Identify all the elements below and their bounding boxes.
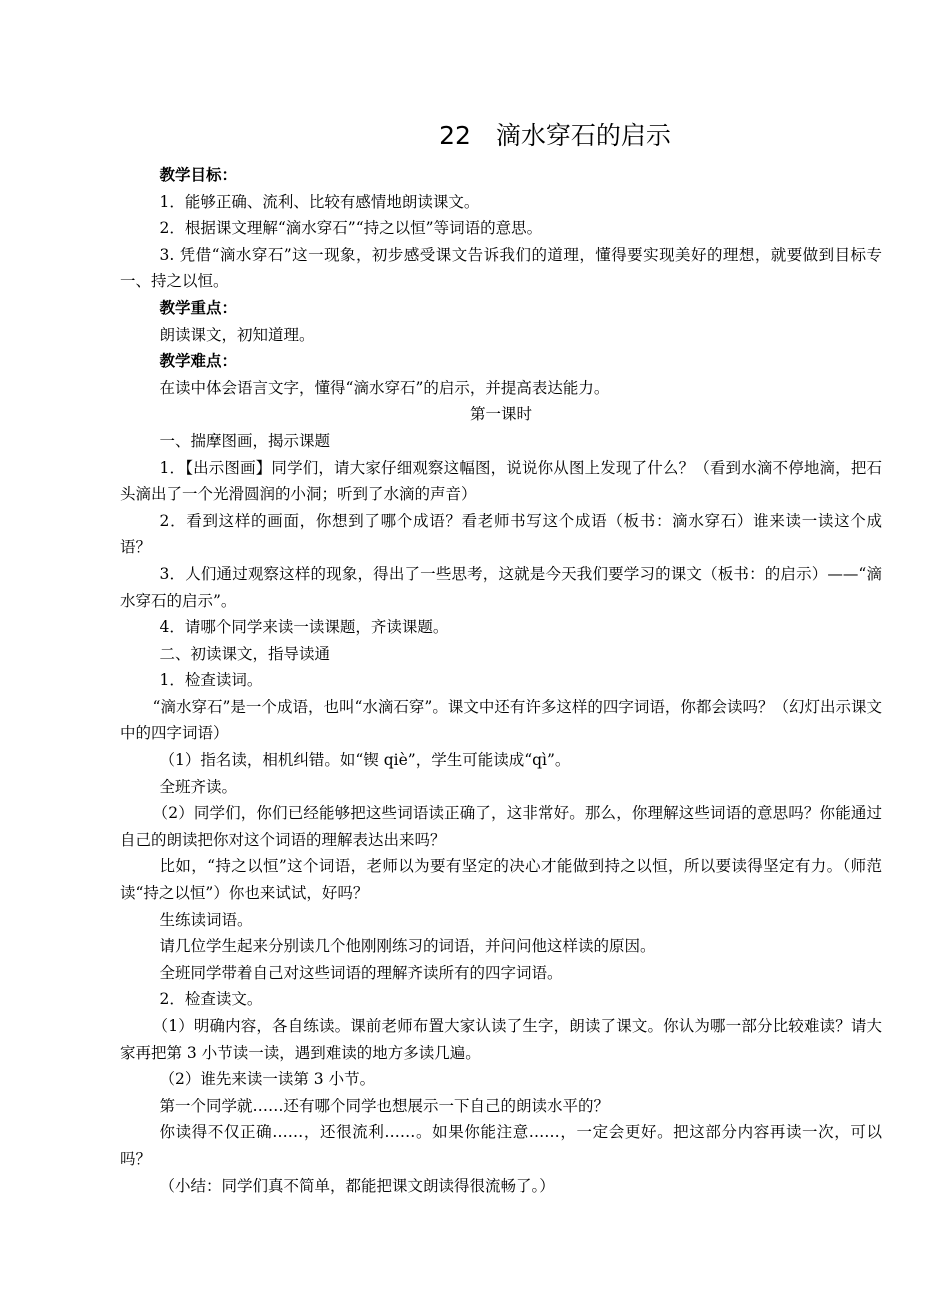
paragraph: 3. 凭借“滴水穿石”这一现象，初步感受课文告诉我们的道理，懂得要实现美好的理想，就要做到目标专一、持之以恒。: [120, 245, 882, 291]
paragraph: 生练读词语。: [159, 910, 253, 929]
paragraph: 二、初读课文，指导读通: [159, 644, 331, 663]
paragraph: （2）同学们，你们已经能够把这些词语读正确了，这非常好。那么，你理解这些词语的意思吗？你能通过自己的朗读把你对这个词语的理解表达出来吗？: [120, 804, 882, 849]
paragraph: 朗读课文，初知道理。: [159, 325, 315, 344]
paragraph: 全班齐读。: [159, 777, 238, 796]
paragraph: 一、揣摩图画，揭示课题: [159, 431, 331, 450]
paragraph: 比如，“持之以恒”这个词语，老师以为要有坚定的决心才能做到持之以恒，所以要读得坚定有力。（师范读“持之以恒”）你也来试试，好吗？: [120, 857, 882, 903]
lesson-title: 22 滴水穿石的启示: [439, 121, 671, 150]
paragraph: “滴水穿石”是一个成语，也叫“水滴石穿”。课文中还有许多这样的四字词语，你都会读吗？（幻灯出示课文中的四字词语）: [120, 697, 882, 743]
paragraph: 3．人们通过观察这样的现象，得出了一些思考，这就是今天我们要学习的课文（板书：的启示）——“滴水穿石的启示”。: [120, 564, 882, 610]
paragraph: （小结：同学们真不简单，都能把课文朗读得很流畅了。）: [159, 1176, 555, 1195]
paragraph: 1．【出示图画】同学们，请大家仔细观察这幅图，说说你从图上发现了什么？（看到水滴不停地滴，把石头滴出了一个光滑圆润的小洞；听到了水滴的声音）: [120, 458, 882, 504]
lesson-period-heading: 第一课时: [469, 405, 532, 424]
paragraph: 2．看到这样的画面，你想到了哪个成语？看老师书写这个成语（板书：滴水穿石）谁来读一读这个成语？: [120, 511, 882, 557]
paragraph: 全班同学带着自己对这些词语的理解齐读所有的四字词语。: [159, 963, 563, 982]
paragraph: （1）明确内容，各自练读。课前老师布置大家认读了生字，朗读了课文。你认为哪一部分比较难读？请大家再把第 3 小节读一读，遇到难读的地方多读几遍。: [120, 1017, 882, 1062]
paragraph: （1）指名读，相机纠错。如“锲 qiè”，学生可能读成“qì”。: [159, 751, 571, 770]
paragraph: 你读得不仅正确……，还很流利……。如果你能注意……，一定会更好。把这部分内容再读一次，可以吗？: [120, 1123, 882, 1168]
section-heading: 教学重点：: [159, 297, 238, 317]
paragraph: （2）谁先来读一读第 3 小节。: [159, 1070, 376, 1089]
paragraph: 1．能够正确、流利、比较有感情地朗读课文。: [159, 192, 480, 211]
lesson-body: [120, 162, 882, 1199]
paragraph: 2．根据课文理解“滴水穿石”“持之以恒”等词语的意思。: [159, 219, 543, 238]
paragraph: 在读中体会语言文字，懂得“滴水穿石”的启示，并提高表达能力。: [159, 378, 610, 397]
paragraph: 请几位学生起来分别读几个他刚刚练习的词语，并问问他这样读的原因。: [159, 937, 656, 956]
section-heading: 教学目标：: [159, 165, 238, 184]
paragraph: 1．检查读词。: [159, 671, 263, 690]
paragraph: 2．检查读文。: [159, 990, 263, 1009]
section-heading: 教学难点：: [159, 351, 238, 371]
paragraph: 第一个同学就……还有哪个同学也想展示一下自己的朗读水平的？: [159, 1096, 610, 1115]
paragraph: 4．请哪个同学来读一读课题，齐读课题。: [159, 618, 449, 637]
